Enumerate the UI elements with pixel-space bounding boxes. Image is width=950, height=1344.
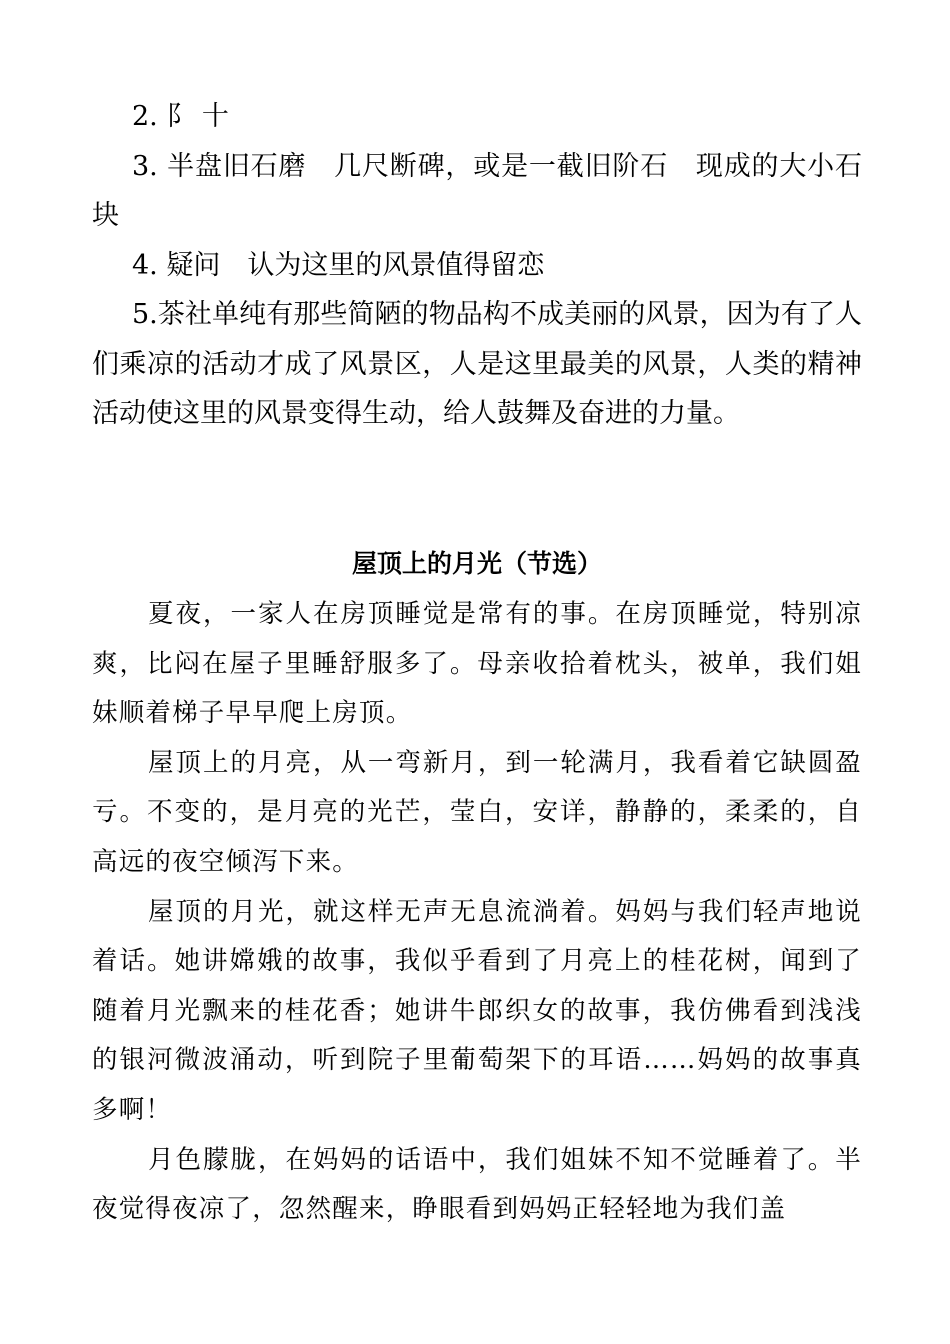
passage-paragraph: 屋顶上的月亮，从一弯新月，到一轮满月，我看着它缺圆盈亏。不变的，是月亮的光芒，莹白，安详，静静的，柔柔的，自高远的夜空倾泻下来。 — [92, 747, 862, 877]
answer-item-3: 3. 半盘旧石磨 几尺断碑，或是一截旧阶石 现成的大小石块 — [92, 150, 862, 231]
answer-item-5: 5.茶社单纯有那些简陋的物品构不成美丽的风景，因为有了人们乘凉的活动才成了风景区，人是这里最美的风景，人类的精神活动使这里的风景变得生动，给人鼓舞及奋进的力量。 — [92, 299, 862, 429]
answer-section — [92, 92, 862, 439]
answer-item-2: 2. 阝 十 — [132, 101, 229, 132]
passage-paragraph: 屋顶的月光，就这样无声无息流淌着。妈妈与我们轻声地说着话。她讲嫦娥的故事，我似乎看到了月亮上的桂花树，闻到了随着月光飘来的桂花香；她讲牛郎织女的故事，我仿佛看到浅浅的银河微波涌动，听到院子里葡萄架下的耳语……妈妈的故事真多啊！ — [92, 896, 862, 1125]
passage-paragraph: 月色朦胧，在妈妈的话语中，我们姐妹不知不觉睡着了。半夜觉得夜凉了，忽然醒来，睁眼看到妈妈正轻轻地为我们盖 — [92, 1144, 862, 1225]
passage-body — [92, 590, 862, 1235]
answer-item-4: 4. 疑问 认为这里的风景值得留恋 — [132, 249, 545, 281]
passage-paragraph: 夏夜，一家人在房顶睡觉是常有的事。在房顶睡觉，特别凉爽，比闷在屋子里睡舒服多了。母亲收拾着枕头，被单，我们姐妹顺着梯子早早爬上房顶。 — [92, 599, 862, 729]
passage-title: 屋顶上的月光（节选） — [351, 549, 602, 578]
